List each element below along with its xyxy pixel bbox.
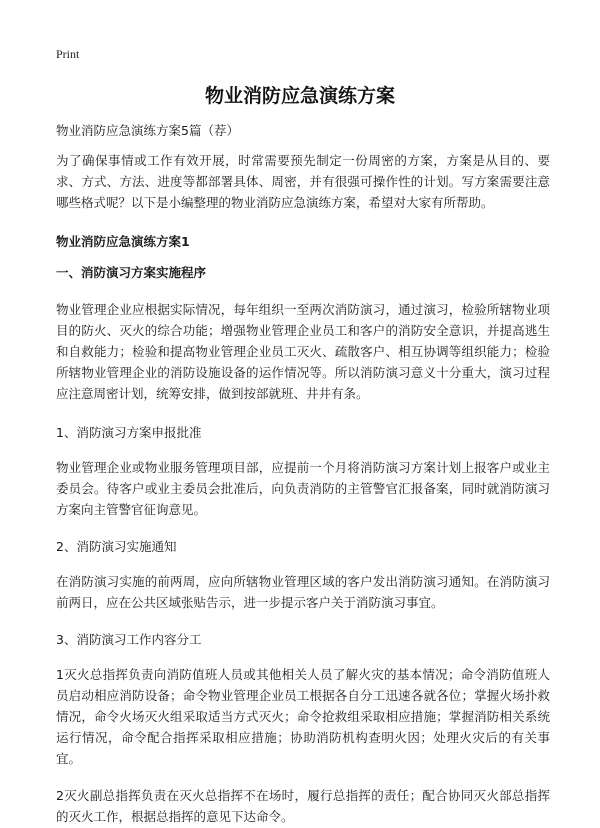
item1-heading: 1、消防演习方案申报批准 [56,425,202,440]
item3-paragraph-1: 1灭火总指挥负责向消防值班人员或其他相关人员了解火灾的基本情况；命令消防值班人员启动相应消防设备；命令物业管理企业员工根据各自分工迅速各就各位；掌握火场扑救情况，命令火场灭火组采取适当方式灭火；命令抢救组采取相应措施；掌握消防相关系统运行情况，命令配合指挥采取相应措施；协助消防机构查明火因；处理火灾后的有关事宜。 [56,667,550,766]
item2-paragraph: 在消防演习实施的前两周，应向所辖物业管理区域的客户发出消防演习通知。在消防演习前两日，应在公共区域张贴告示，进一步提示客户关于消防演习事宜。 [56,574,550,610]
intro-paragraph: 为了确保事情或工作有效开展，时常需要预先制定一份周密的方案，方案是从目的、要求、方式、方法、进度等都部署具体、周密，并有很强可操作性的计划。写方案需要注意哪些格式呢？以下是小编整理的物业消防应急演练方案，希望对大家有所帮助。 [56,153,550,210]
section-heading: 一、消防演习方案实施程序 [56,265,207,280]
print-label[interactable]: Print [56,47,80,61]
plan-heading: 物业消防应急演练方案1 [56,234,190,249]
document-title: 物业消防应急演练方案 [204,85,395,107]
item1-paragraph: 物业管理企业或物业服务管理项目部，应提前一个月将消防演习方案计划上报客户或业主委员会。待客户或业主委员会批准后，向负责消防的主管警官汇报备案，同时就消防演习方案向主管警官征询意见。 [56,460,550,517]
item3-heading: 3、消防演习工作内容分工 [56,632,202,647]
item3-paragraph-2: 2灭火副总指挥负责在灭火总指挥不在场时，履行总指挥的责任；配合协同灭火部总指挥的灭火工作，根据总指挥的意见下达命令。 [56,788,550,824]
section-paragraph: 物业管理企业应根据实际情况，每年组织一至两次消防演习，通过演习，检验所辖物业项目的防火、灭火的综合功能；增强物业管理企业员工和客户的消防安全意识，并提高逃生和自救能力；检验和提高物业管理企业员工灭火、疏散客户、相互协调等组织能力；检验所辖物业管理企业的消防设施设备的运作情况等。所以消防演习意义十分重大，演习过程应注意周密计划，统筹安排，做到按部就班、井井有条。 [56,302,550,401]
document-subtitle: 物业消防应急演练方案5篇（荐） [56,123,239,138]
document-body [56,120,550,827]
item2-heading: 2、消防演习实施通知 [56,539,177,554]
